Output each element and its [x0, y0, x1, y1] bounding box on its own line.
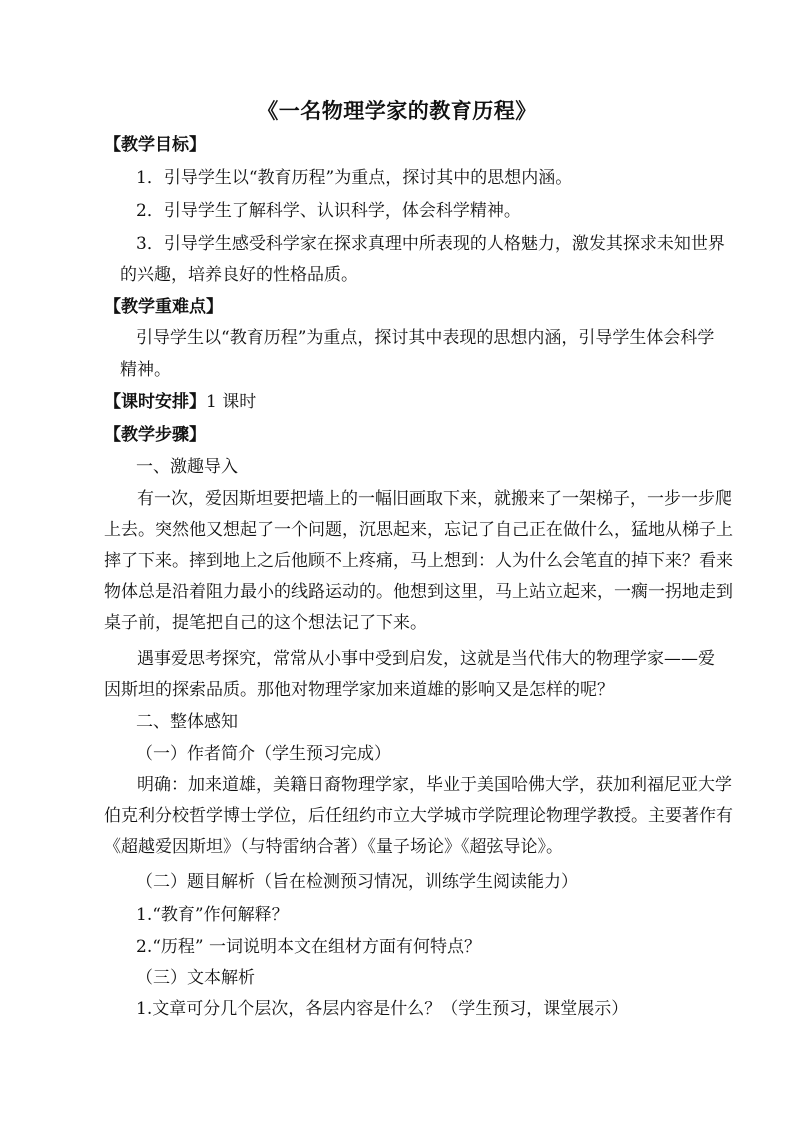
subsection-1-title: （一）作者简介（学生预习完成）	[136, 744, 391, 764]
subsection-3-title: （三）文本解析	[136, 968, 255, 988]
question-3: 1.文章可分几个层次，各层内容是什么？（学生预习，课堂展示）	[136, 999, 629, 1019]
intro-para2-line-1: 遇事爱思考探究，常常从小事中受到启发，这就是当代伟大的物理学家——爱	[137, 649, 715, 669]
schedule-row	[104, 390, 256, 414]
intro-para2-line-2: 因斯坦的探索品质。那他对物理学家加来道雄的影响又是怎样的呢？	[104, 680, 614, 700]
steps-heading: 【教学步骤】	[104, 425, 206, 445]
question-2: 2.“历程” 一词说明本文在组材方面有何特点？	[136, 937, 482, 957]
intro-para-line-2: 上去。突然他又想起了一个问题，沉思起来，忘记了自己正在做什么，猛地从梯子上	[104, 520, 733, 540]
intro-para-line-5: 桌子前，提笔把自己的这个想法记了下来。	[104, 613, 427, 633]
key-points-line-2: 精神。	[120, 360, 171, 380]
schedule-heading: 【课时安排】	[104, 392, 206, 412]
objective-item-1: 1．引导学生以“教育历程”为重点，探讨其中的思想内涵。	[136, 168, 573, 188]
objective-item-3-line-1: 3．引导学生感受科学家在探求真理中所表现的人格魅力，激发其探求未知世界	[136, 234, 725, 254]
author-bio-line-2: 伯克利分校哲学博士学位，后任纽约市立大学城市学院理论物理学教授。主要著作有	[104, 806, 733, 826]
document-title: 《一名物理学家的教育历程》	[257, 98, 537, 123]
objectives-heading: 【教学目标】	[104, 135, 206, 155]
key-points-heading: 【教学重难点】	[104, 297, 223, 317]
intro-para-line-1: 有一次，爱因斯坦要把墙上的一幅旧画取下来，就搬来了一架梯子，一步一步爬	[137, 489, 732, 509]
author-bio-line-3: 《超越爱因斯坦》（与特雷纳合著）《量子场论》《超弦导论》。	[104, 837, 563, 857]
objective-item-3-line-2: 的兴趣，培养良好的性格品质。	[120, 265, 358, 285]
section-2-title: 二、整体感知	[136, 712, 238, 732]
question-1: 1.“教育”作何解释？	[136, 905, 289, 925]
intro-para-line-4: 物体总是沿着阻力最小的线路运动的。他想到这里，马上站立起来，一瘸一拐地走到	[104, 582, 733, 602]
author-bio-line-1: 明确：加来道雄，美籍日裔物理学家，毕业于美国哈佛大学，获加利福尼亚大学	[137, 775, 732, 795]
intro-para-line-3: 摔了下来。摔到地上之后他顾不上疼痛，马上想到：人为什么会笔直的掉下来？看来	[104, 551, 733, 571]
objective-item-2: 2．引导学生了解科学、认识科学，体会科学精神。	[136, 201, 521, 221]
subsection-2-title: （二）题目解析（旨在检测预习情况，训练学生阅读能力）	[136, 872, 578, 892]
key-points-line-1: 引导学生以“教育历程”为重点，探讨其中表现的思想内涵，引导学生体会科学	[136, 328, 715, 348]
section-1-title: 一、激趣导入	[136, 457, 238, 477]
schedule-value: 1 课时	[206, 392, 257, 412]
